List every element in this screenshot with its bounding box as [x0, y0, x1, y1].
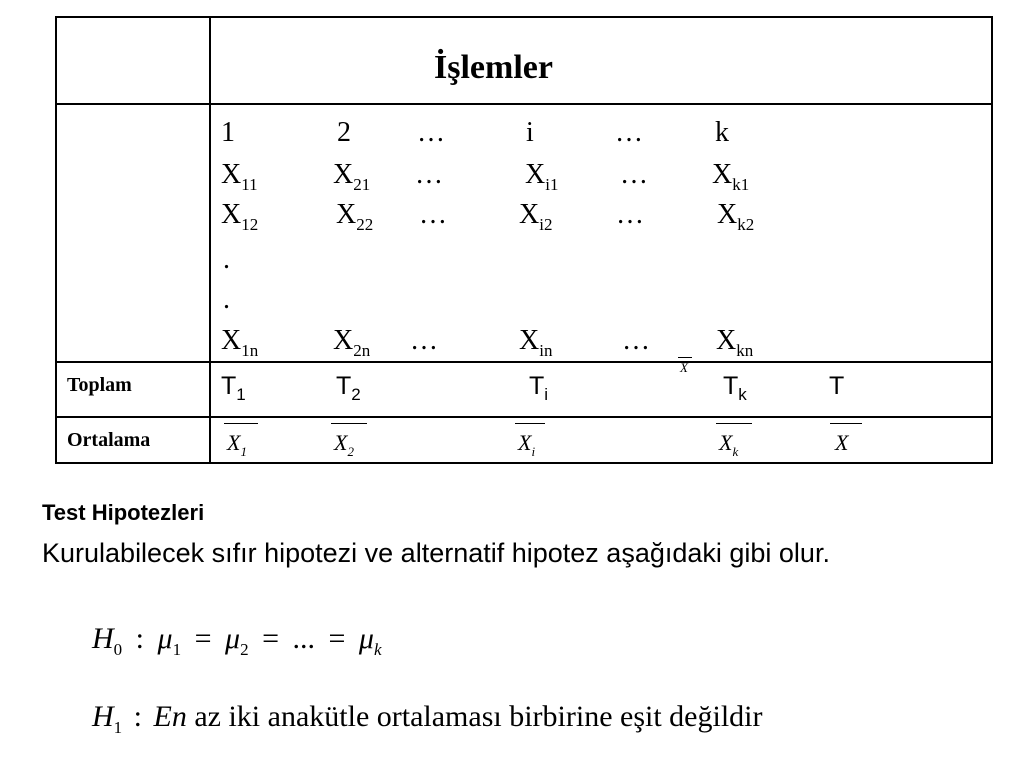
table-row-divider [55, 361, 993, 363]
table-cell: … [620, 159, 648, 190]
section-body: Kurulabilecek sıfır hipotezi ve alternatif hipotez aşağıdaki gibi olur. [42, 538, 830, 568]
section-title: Test Hipotezleri [42, 500, 205, 525]
mean-bar [716, 423, 752, 424]
mean-bar [515, 423, 545, 424]
column-index: k [715, 117, 729, 148]
mean-cell: $X_1$ [227, 430, 247, 459]
table-cell: $X_{k2}$ [717, 199, 755, 234]
table-cell: $X_{1n}$ [221, 325, 259, 360]
table-cell: $X_{21}$ [333, 159, 371, 194]
row-label-toplam: Toplam [67, 374, 132, 396]
table-row-divider [55, 416, 993, 418]
table-cell: $X_{kn}$ [716, 325, 754, 360]
table-cell: … [419, 199, 447, 230]
table-border-bottom [55, 462, 993, 464]
total-cell: $T_2$ [336, 372, 361, 404]
mean-bar [331, 423, 367, 424]
column-index: 1 [221, 117, 235, 148]
table-row-divider [55, 103, 993, 105]
data-table [55, 16, 993, 464]
table-cell: … [622, 325, 650, 356]
total-cell: T [829, 372, 845, 400]
null-hypothesis: $H_0$ : $\mu_1 = \mu_2$ = ... = $\mu_k$ [92, 622, 382, 659]
continuation-dot: . [223, 284, 230, 315]
grand-mean-bar [678, 357, 692, 358]
table-header-title: İşlemler [434, 49, 553, 86]
mean-cell: X [835, 430, 849, 455]
table-cell: $X_{in}$ [519, 325, 553, 360]
alternative-hypothesis: $H_1$ : En az iki anakütle ortalaması birbirine eşit değildir [92, 700, 763, 737]
table-column-divider [209, 16, 211, 464]
column-index: … [615, 117, 643, 148]
table-cell: $X_{11}$ [221, 159, 258, 194]
table-border-right [991, 16, 993, 464]
table-cell: $X_{k1}$ [712, 159, 750, 194]
column-index: 2 [337, 117, 351, 148]
grand-mean-symbol: X [680, 360, 688, 375]
total-cell: $T_i$ [529, 372, 549, 404]
mean-cell: $X_i$ [518, 430, 536, 459]
table-cell: … [415, 159, 443, 190]
column-index: … [417, 117, 445, 148]
column-index: i [526, 117, 534, 148]
table-cell: $X_{22}$ [336, 199, 374, 234]
row-label-ortalama: Ortalama [67, 429, 151, 451]
table-border-left [55, 16, 57, 464]
table-cell: $X_{2n}$ [333, 325, 371, 360]
mean-cell: $X_k$ [719, 430, 739, 459]
table-cell: $X_{i2}$ [519, 199, 553, 234]
mean-bar [224, 423, 258, 424]
table-border-top [55, 16, 993, 18]
continuation-dot: . [223, 244, 230, 275]
total-cell: $T_k$ [723, 372, 747, 404]
table-cell: … [616, 199, 644, 230]
mean-cell: $X_2$ [334, 430, 354, 459]
table-cell: $X_{i1}$ [525, 159, 559, 194]
total-cell: $T_1$ [221, 372, 246, 404]
table-cell: $X_{12}$ [221, 199, 259, 234]
table-cell: … [410, 325, 438, 356]
mean-bar [830, 423, 862, 424]
